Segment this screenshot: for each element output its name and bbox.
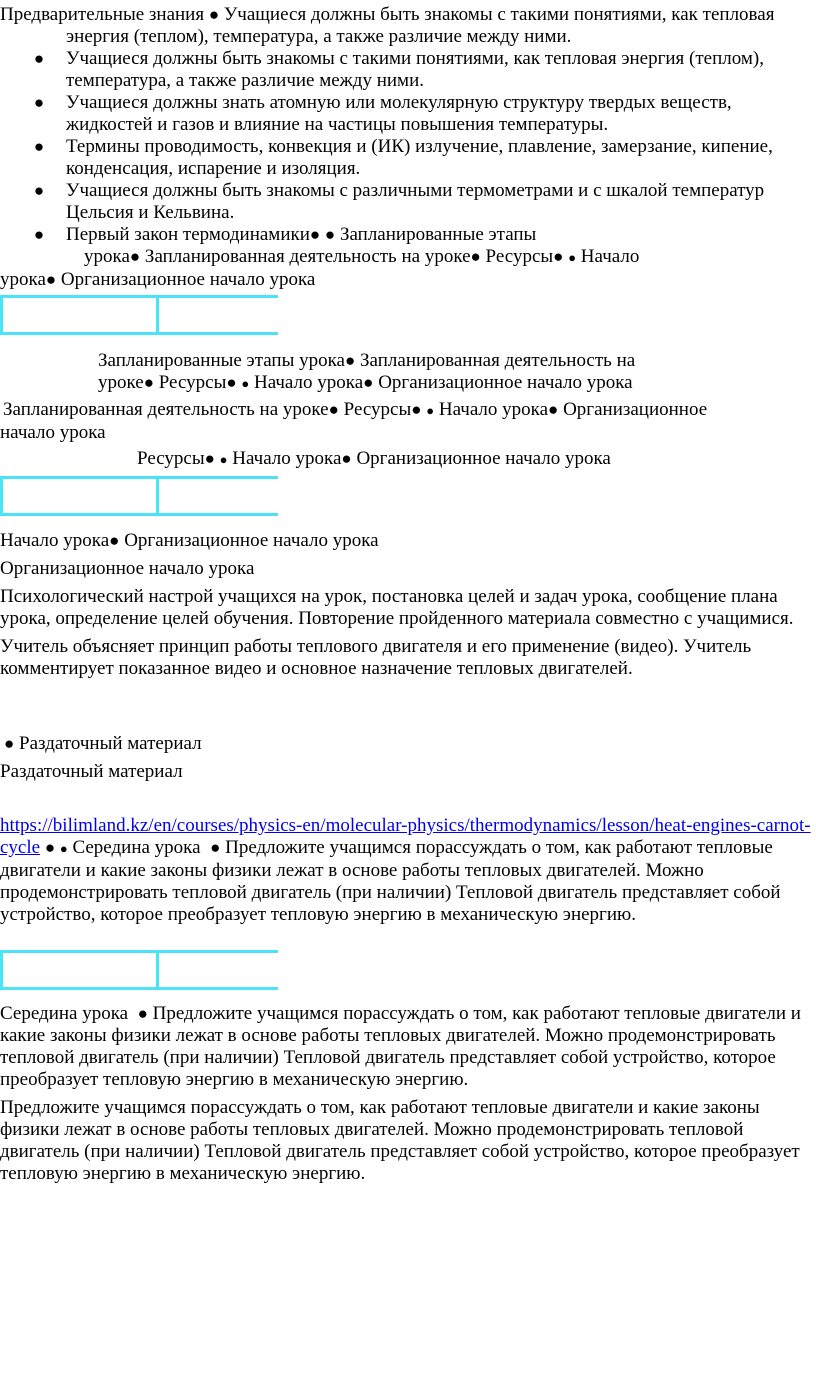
list-item: [0, 180, 816, 224]
link-section: [0, 815, 816, 926]
lesson-start-section: [0, 530, 816, 680]
video-link[interactable]: https://bilimland.kz/en/courses/physics-en/molecular-physics/thermodynamics/lesson/heat-engines-carnot-cycle: [0, 815, 811, 858]
small-bullet-icon: ●: [219, 452, 228, 467]
paragraph: [0, 815, 816, 926]
bullet-icon: ●: [411, 400, 422, 419]
list-item: [0, 92, 816, 136]
text-line: [98, 372, 816, 395]
resources-section: [0, 448, 816, 471]
text-fragment: Ресурсы: [158, 372, 227, 393]
small-bullet-icon: ●: [568, 250, 577, 265]
table-row: [0, 476, 278, 516]
handout-section: [0, 733, 816, 783]
text-fragment: Начало: [580, 246, 640, 267]
planned-stages-section: [0, 350, 816, 395]
small-bullet-icon: ●: [241, 376, 250, 391]
text-fragment: Начало урока: [438, 399, 549, 420]
bullet-icon: ●: [4, 734, 15, 753]
bullet-icon: ●: [143, 373, 154, 392]
text-fragment: Организационное начало урока: [356, 448, 611, 469]
text-fragment: Раздаточный материал: [19, 733, 202, 754]
text-fragment: Начало урока: [0, 530, 110, 551]
bullet-icon: ●: [33, 93, 45, 112]
text-fragment: Организационное начало урока: [378, 372, 633, 393]
table-row: [0, 295, 278, 335]
prior-knowledge-lead: [0, 4, 816, 48]
table-divider: [156, 298, 159, 332]
text-fragment: Ресурсы: [137, 448, 205, 469]
table-divider: [156, 953, 159, 987]
list-item-text: Первый закон термодинамики: [66, 224, 310, 245]
prior-knowledge-list: [0, 48, 816, 246]
text-fragment: Организационное: [563, 399, 708, 420]
continuation-line: [0, 269, 816, 291]
bullet-icon: ●: [109, 531, 120, 550]
list-item: [0, 136, 816, 180]
text-line: [0, 399, 816, 422]
list-item-text: Учащиеся должны быть знакомы с различными термометрами и с шкалой температур Цельсия и Кельвина.: [66, 180, 765, 223]
bullet-icon: ●: [44, 838, 56, 857]
text-line: [137, 448, 816, 471]
list-item: [0, 48, 816, 92]
bullet-icon: ●: [33, 181, 45, 200]
text-line: [0, 422, 816, 444]
bullet-icon: ●: [33, 225, 45, 244]
bullet-icon: ●: [45, 270, 57, 289]
text-line: Раздаточный материал: [0, 761, 183, 782]
bullet-icon: ●: [341, 449, 352, 468]
list-item-text: Учащиеся должны знать атомную или молекулярную структуру твердых веществ, жидкостей и газов и влияние на частицы повышения температуры.: [66, 92, 732, 135]
text-fragment: Запланированные этапы урока: [98, 350, 345, 371]
text-fragment: Организационное начало урока: [124, 530, 379, 551]
text-fragment: Запланированная деятельность на уроке: [3, 399, 329, 420]
text-fragment: Организационное начало урока: [60, 269, 316, 290]
text-fragment: Запланированная деятельность на: [360, 350, 636, 371]
bullet-icon: ●: [345, 351, 356, 370]
small-bullet-icon: ●: [59, 841, 68, 856]
list-item-text: Учащиеся должны быть знакомы с такими понятиями, как тепловая энергия (теплом), температура, а также различие между ними.: [66, 48, 764, 91]
text-fragment: Предложите учащимся порассуждать о том, как работают тепловые двигатели и какие законы физики лежат в основе работы тепловых двигателей. Можно продемонстрировать тепловой двигатель (при наличии) Тепловой двигатель представляет собой устройство, которое преобразует тепловую энергию в механическую энергию.: [0, 1003, 801, 1090]
prior-knowledge-lead-text: Учащиеся должны быть знакомы с такими понятиями, как тепловая энергия (теплом), температура, а также различие между ними.: [66, 4, 775, 47]
text-line: [98, 350, 816, 372]
text-fragment: начало урока: [0, 422, 106, 443]
text-fragment: Ресурсы: [343, 399, 412, 420]
bullet-icon: ●: [210, 838, 221, 857]
bullet-icon: ●: [129, 247, 141, 266]
table-divider: [156, 479, 159, 513]
table-row: [0, 950, 278, 990]
text-line: Организационное начало урока: [0, 558, 255, 579]
paragraph: Психологический настрой учащихся на урок, постановка целей и задач урока, сообщение плана урока, определение целей обучения. Повторение пройденного материала совместно с учащимися.: [0, 586, 794, 629]
paragraph: Учитель объясняет принцип работы теплового двигателя и его применение (видео). Учитель комментирует показанное видео и основное назначение тепловых двигателей.: [0, 636, 752, 679]
prior-knowledge-title: Предварительные знания: [0, 4, 205, 25]
list-item-text: Термины проводимость, конвекция и (ИК) излучение, плавление, замерзание, кипение, конденсация, испарение и изоляция.: [66, 136, 773, 179]
bullet-icon: ●: [363, 373, 374, 392]
list-item: [0, 224, 816, 246]
text-line: [0, 530, 816, 552]
bullet-icon: ●: [324, 225, 336, 244]
text-fragment: Начало урока: [253, 372, 364, 393]
bullet-icon: ●: [33, 137, 45, 156]
text-fragment: урока: [0, 269, 46, 290]
paragraph: Предложите учащимся порассуждать о том, как работают тепловые двигатели и какие законы физики лежат в основе работы тепловых двигателей. Можно продемонстрировать тепловой двигатель (при наличии) Тепловой двигатель представляет собой устройство, которое преобразует тепловую энергию в механическую энергию.: [0, 1097, 800, 1184]
bullet-icon: ●: [204, 449, 215, 468]
planned-activity-section: [0, 399, 816, 444]
text-line: [0, 733, 816, 755]
bullet-icon: ●: [470, 247, 481, 266]
small-bullet-icon: ●: [426, 403, 435, 418]
text-fragment: урока: [84, 246, 130, 267]
bullet-icon: ●: [553, 247, 564, 266]
text-fragment: Запланированная деятельность на уроке: [144, 246, 471, 267]
prior-knowledge-section: [0, 4, 816, 291]
bullet-icon: ●: [328, 400, 339, 419]
bullet-icon: ●: [33, 49, 45, 68]
text-fragment: Середина урока: [72, 837, 201, 858]
text-fragment: уроке: [98, 372, 144, 393]
list-item-text: Запланированные этапы: [339, 224, 537, 245]
bullet-icon: ●: [309, 225, 321, 244]
text-fragment: Начало урока: [232, 448, 342, 469]
continuation-line: [0, 246, 816, 269]
bullet-icon: ●: [137, 1004, 148, 1023]
text-fragment: Предложите учащимся порассуждать о том, как работают тепловые двигатели и какие законы физики лежат в основе работы тепловых двигателей. Можно продемонстрировать тепловой двигатель (при наличии) Тепловой двигатель представляет собой устройство, которое преобразует тепловую энергию в механическую энергию.: [0, 837, 781, 925]
text-fragment: Ресурсы: [485, 246, 554, 267]
bullet-icon: ●: [208, 5, 220, 24]
paragraph: [0, 1003, 816, 1091]
bullet-icon: ●: [548, 400, 559, 419]
lesson-middle-section: [0, 1003, 816, 1185]
bullet-icon: ●: [226, 373, 237, 392]
text-fragment: Середина урока: [0, 1003, 129, 1024]
